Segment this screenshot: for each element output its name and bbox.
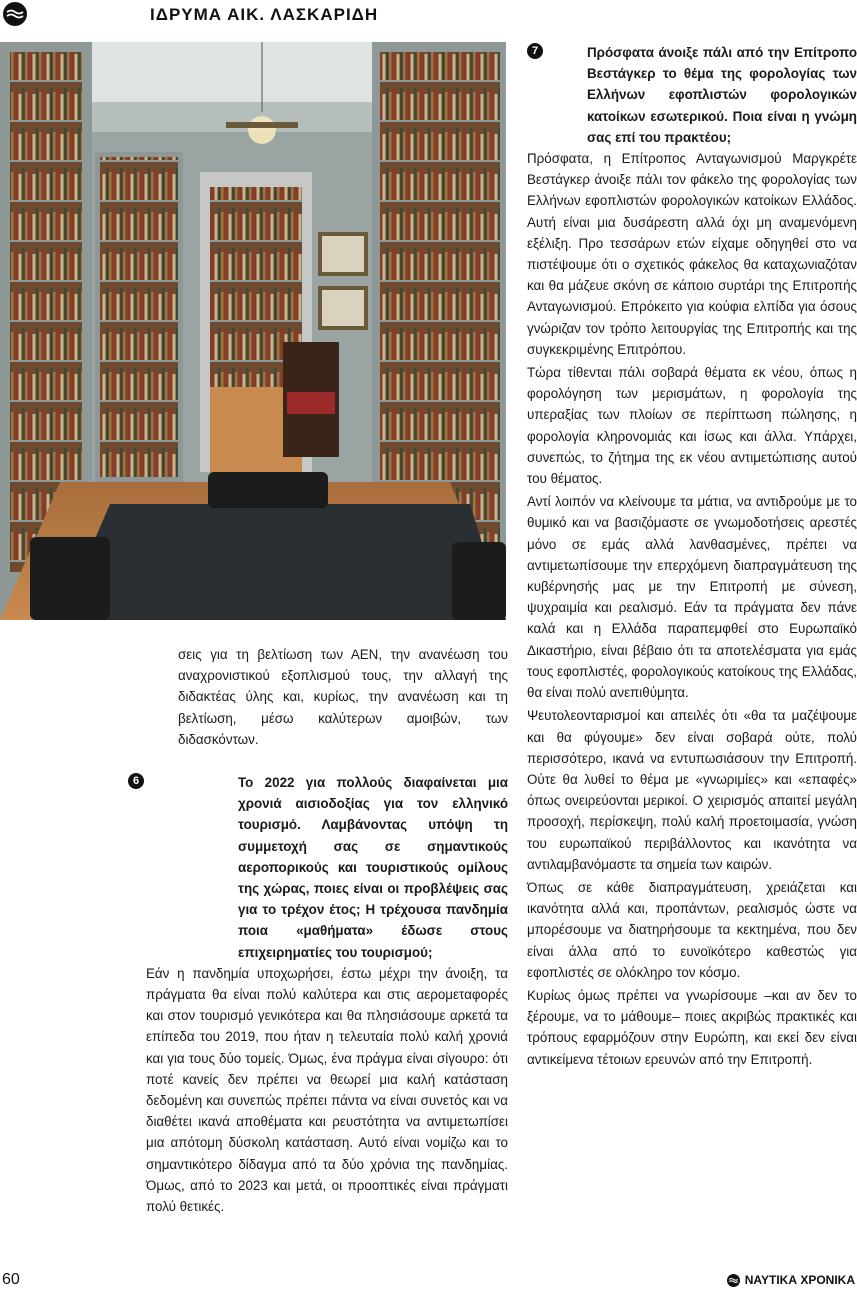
answer-7-paragraph: Τώρα τίθενται πάλι σοβαρά θέματα εκ νέου, όπως η φορολόγηση των μερισμάτων, η φορολογία της υπεραξίας των πλοίων σε περίπτωση πώλησης, η φορολογία κληρονομιάς και ίσως και άλλα. Υπάρχει, συνεπώς, το ζήτημα της εκ νέου αντιμετώπισης αυτού του θέματος. <box>527 365 857 487</box>
answer-6-paragraph: Εάν η πανδημία υποχωρήσει, έστω μέχρι την άνοιξη, τα πράγματα θα είναι πολύ καλύτερα και στις αερομεταφορές και στον τουρισμό γενικότερα και θα πλησιάσουμε αρκετά τα επίπεδα του 2019, που ήταν η τελευταία πολύ καλή χρονιά και για τους δύο τομείς. Όμως, ένα πράγμα είναι σίγουρο: ότι ποτέ κανείς δεν πρέπει να θεωρεί μια καλή κατάσταση δεδομένη και συνεπώς πρέπει πάντα να είναι συνετός και να διαθέτει ικανά αποθέματα και ρευστότητα να αντιμετωπίσει μια απότομη δύσκολη κατάσταση. Αυτό είναι νομίζω και το σημαντικότερο δίδαγμα από τα δύο χρόνια της πανδημίας. Όμως, από το 2023 και μετά, οι προοπτικές είναι πράγματι πολύ θετικές. <box>146 965 508 1215</box>
foundation-title: ΙΔΡΥΜΑ ΑΙΚ. ΛΑΣΚΑΡΙΔΗ <box>150 5 379 24</box>
footer-brand <box>727 1273 855 1287</box>
question-6-text: Το 2022 για πολλούς διαφαίνεται μια χρονιά αισιοδοξίας για τον ελληνικό τουρισμό. Λαμβάνοντας υπόψη τη συμμετοχή σας σε σημαντικούς αεροπορικούς και τουριστικούς ομίλους της χώρας, ποιες είναι οι προβλέψεις σας για το τρέχον έτος; Η τρέχουσα πανδημία ποια «μαθήματα» έδωσε στους επιχειρηματίες του τουρισμού; <box>238 775 508 960</box>
brand-name: ΝΑΥΤΙΚΑ ΧΡΟΝΙΚΑ <box>744 1273 855 1287</box>
question-number-badge: 7 <box>527 43 543 59</box>
left-column <box>132 644 508 1217</box>
answer-7-paragraph: Όπως σε κάθε διαπραγμάτευση, χρειάζεται και ικανότητα αλλά και, προπάντων, ρεαλισμός ώστε να μπορέσουμε να διατηρήσουμε τα κεκτημένα, που δεν είναι άλλα από το ευνοϊκότερο καθεστώς για εφοπλιστές σε ολόκληρο τον κόσμο. <box>527 879 857 980</box>
wave-logo-icon <box>3 2 27 26</box>
library-interior-photo <box>0 42 506 620</box>
answer-7-paragraph: Πρόσφατα, η Επίτροπος Ανταγωνισμού Μαργκρέτε Βεστάγκερ άνοιξε πάλι τον φάκελο της φορολογίας των Ελλήνων εφοπλιστών φορολογικών κατοίκων Ελλάδος. Αυτή είναι μια δυσάρεστη αλλά όχι μη αναμενόμενη εξέλιξη. Προ τεσσάρων ετών είχαμε οδηγηθεί στο να πιστέψουμε ότι ο σχετικός φάκελος θα καταχωνιαζόταν και θα μάζευε σκόνη σε κάποιο συρτάρι της Επιτροπής Ανταγωνισμού. Επρόκειτο για κούφια ελπίδα για όσους γνώριζαν τον τρόπο λειτουργίας της Επιτροπής και της συγκεκριμένης Επιτρόπου. <box>527 151 857 357</box>
answer-7-text <box>527 148 857 1070</box>
continuation-paragraph: σεις για τη βελτίωση των ΑΕΝ, την ανανέωση του αναχρονιστικού εξοπλισμού τους, την αλλαγή της διδακτέας ύλης και, κυρίως, την ανανέωση και τη βελτίωση, μέσω καλύτερων αμοιβών, των διδασκόντων. <box>178 647 508 747</box>
wave-logo-icon <box>727 1274 740 1287</box>
right-column <box>527 42 857 1072</box>
answer-7-paragraph: Ψευτολεονταρισμοί και απειλές ότι «θα τα μαζέψουμε και θα φύγουμε» δεν είναι σοβαρά ούτε, πολύ περισσότερο, ικανά να εντυπωσιάσουν την Επιτροπή. Ούτε θα λυθεί το θέμα με «γνωριμίες» και «επαφές» όπως ονειρεύονται μερικοί. Ο χειρισμός απαιτεί μεγάλη προσοχή, περίσκεψη, πολύ καλή προετοιμασία, γνώση του ευρωπαϊκού περιβάλλοντος και ικανότητα να αντιλαμβανόμαστε τα σημεία των καιρών. <box>527 708 857 872</box>
question-7-text: Πρόσφατα άνοιξε πάλι από την Επίτροπο Βεστάγκερ το θέμα της φορολογίας των Ελλήνων εφοπλιστών φορολογικών κατοίκων εσωτερικού. Ποια είναι η γνώμη σας επί του πρακτέου; <box>587 45 857 145</box>
answer-7-paragraph: Κυρίως όμως πρέπει να γνωρίσουμε –και αν δεν το ξέρουμε, να το μάθουμε– ποιες ακριβώς πρακτικές και τρόπους εφαρμόζουν στην Ευρώπη, και εκεί δεν είναι αντικείμενα τέτοιων ερευνών από την Επιτροπή. <box>527 987 857 1067</box>
question-7-block <box>527 42 857 148</box>
question-6-block <box>132 772 508 963</box>
answer-7-paragraph: Αντί λοιπόν να κλείνουμε τα μάτια, να αντιδρούμε με το θυμικό και να βασιζόμαστε σε γνωμοδοτήσεις αρεστές μόνο σε εμάς αλλά λανθασμένες, πρέπει να αντιμετωπίσουμε την επερχόμενη διαπραγμάτευση της κυβέρνησής μας με την Επιτροπή με σύνεση, ψυχραιμία και ρεαλισμό. Εάν τα πράγματα δεν πάνε καλά και η Ελλάδα παραπεμφθεί στο Ευρωπαϊκό Δικαστήριο, είναι βέβαιο ότι τα αποτελέσματα για εμάς τους εφοπλιστές, φορολογικούς κατοίκους της Ελλάδας, θα είναι πολύ ανεπιθύμητα. <box>527 494 857 701</box>
page-header <box>0 0 857 30</box>
question-number-badge: 6 <box>128 773 144 789</box>
page-number: 60 <box>2 1271 20 1288</box>
